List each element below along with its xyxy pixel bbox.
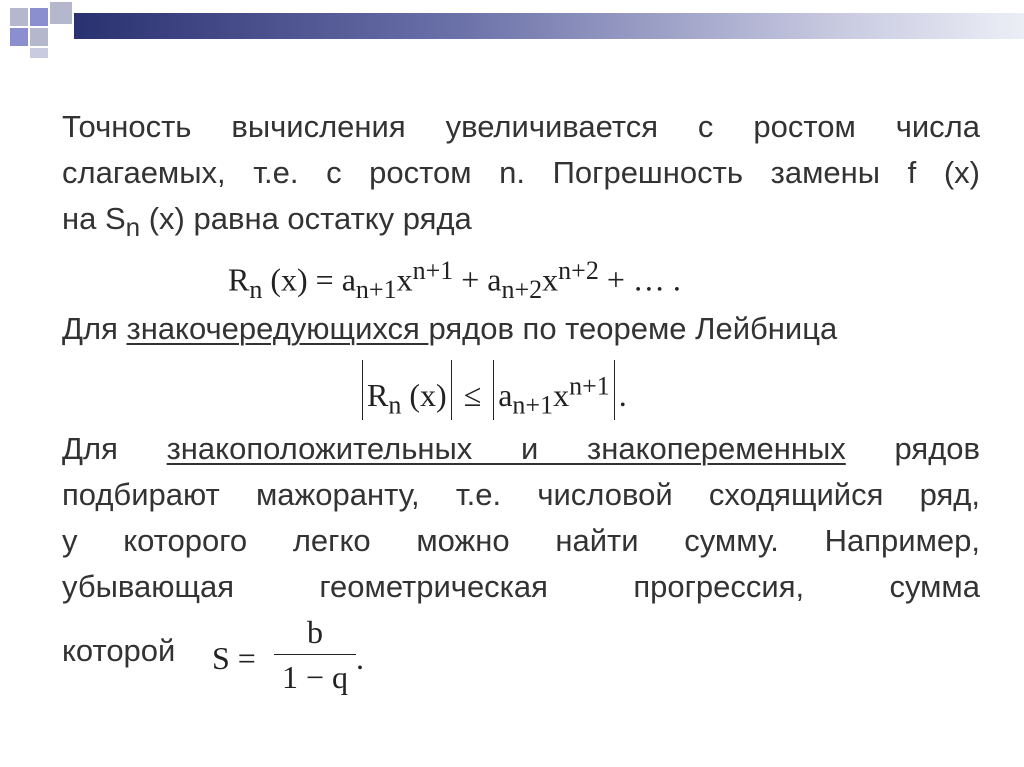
remainder-formula	[228, 256, 681, 305]
paragraph-leibniz	[62, 306, 980, 352]
superscript: n+1	[569, 371, 610, 401]
abs-bar	[362, 360, 363, 420]
denominator: 1 − q	[281, 659, 349, 695]
f-text: (x) = a	[262, 261, 356, 298]
paragraph-majorant	[62, 426, 980, 674]
text-line	[62, 426, 980, 472]
underlined-term: знакочередующихся	[126, 311, 429, 346]
title-bar	[74, 13, 1024, 39]
text-line	[62, 196, 980, 250]
text-line: слагаемых, т.е. с ростом n. Погрешность замены f (x)	[62, 155, 980, 190]
f-text: x	[542, 261, 559, 298]
text: (x) равна остатку ряда	[140, 201, 472, 236]
text-line: которой	[62, 633, 176, 668]
text: рядов	[845, 431, 981, 466]
f-text: R	[367, 377, 389, 413]
fraction	[274, 612, 356, 697]
abs-bar	[614, 360, 615, 420]
subscript: n	[249, 275, 263, 305]
f-text: .	[618, 377, 627, 413]
deco-square	[30, 8, 48, 26]
subscript: n	[125, 212, 141, 243]
text-line: у которого легко можно найти сумму. Например,	[62, 523, 980, 558]
text-line: убывающая геометрическая прогрессия, сумма	[62, 569, 980, 604]
f-text: x	[396, 261, 413, 298]
f-text: a	[498, 377, 513, 413]
f-text: S =	[212, 640, 256, 676]
f-text: + a	[453, 261, 502, 298]
text: рядов по теореме Лейбница	[428, 311, 838, 346]
underlined-term: знакоположительных и знакопеременных	[166, 431, 846, 466]
abs-bar	[493, 360, 494, 420]
subscript: n+1	[512, 390, 554, 420]
deco-square	[30, 48, 48, 58]
text: на S	[62, 201, 126, 236]
subscript: n+1	[355, 275, 397, 305]
deco-square	[10, 8, 28, 26]
title-decoration	[0, 0, 1024, 60]
fraction-line	[274, 654, 356, 655]
subscript: n+2	[501, 275, 543, 305]
superscript: n+1	[412, 256, 454, 285]
deco-square	[30, 28, 48, 46]
subscript: n	[388, 390, 402, 420]
leibniz-formula	[358, 360, 627, 420]
superscript: n+2	[558, 256, 599, 285]
paragraph-accuracy	[62, 104, 980, 250]
text-line	[62, 306, 980, 352]
f-text: .	[356, 640, 364, 676]
text-line: Точность вычисления увеличивается с ростом числа	[62, 109, 980, 144]
f-text: x	[553, 377, 570, 413]
text: Для	[62, 431, 167, 466]
f-text: (x)	[401, 377, 447, 413]
deco-square	[50, 2, 72, 24]
f-text: ≤	[455, 377, 490, 413]
numerator: b	[307, 614, 323, 650]
abs-bar	[451, 360, 452, 420]
f-text: R	[228, 261, 250, 298]
f-text: + … .	[598, 261, 681, 298]
text: Для	[62, 311, 127, 346]
text-line: подбирают мажоранту, т.е. числовой сходящийся ряд,	[62, 477, 980, 512]
deco-square	[10, 28, 28, 46]
